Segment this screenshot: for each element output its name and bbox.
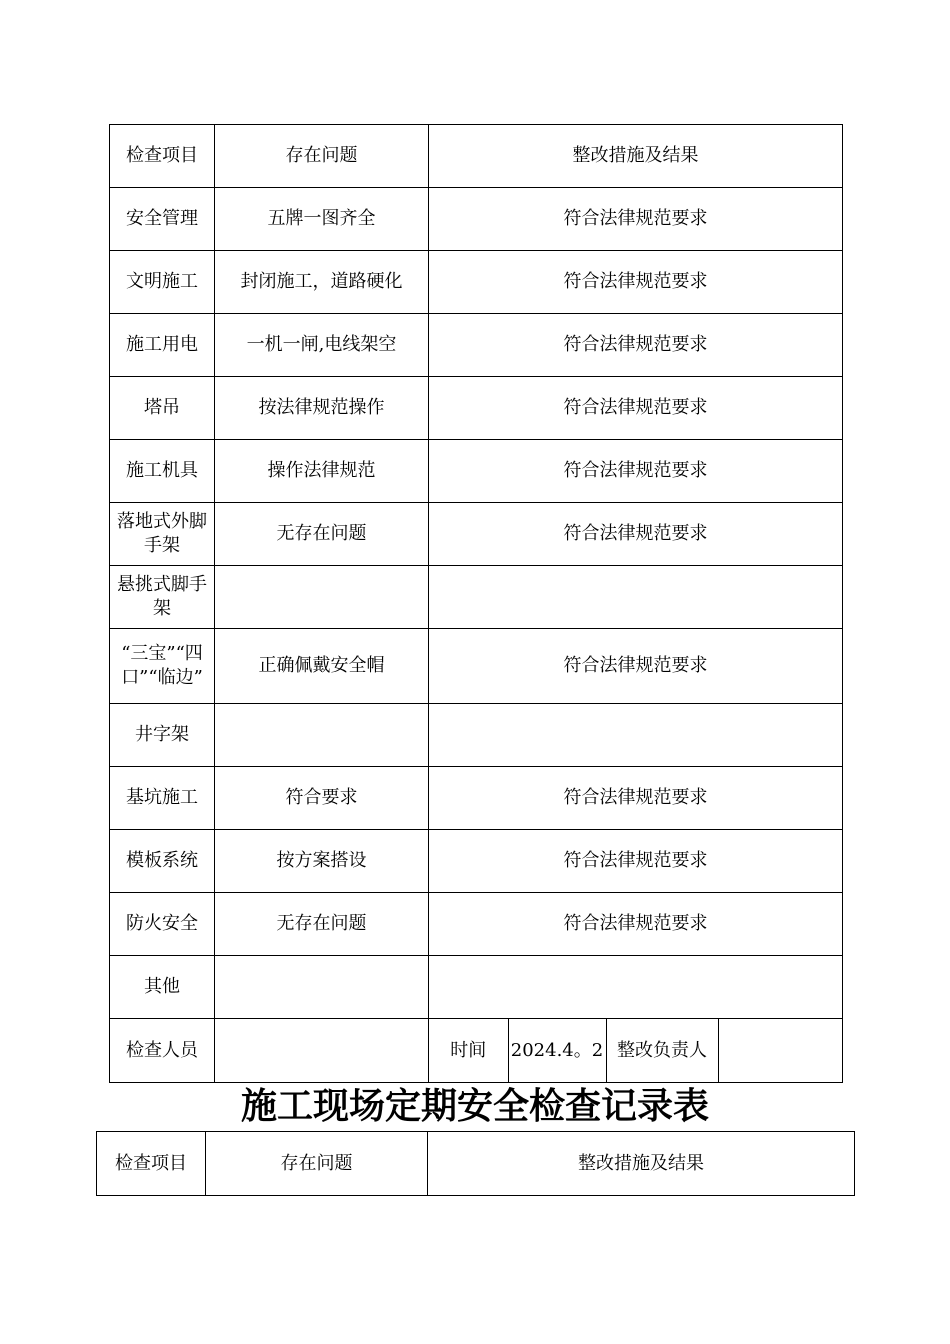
row-item: 施工用电 [110,314,215,377]
row-issue: 正确佩戴安全帽 [215,629,429,704]
row-result: 符合法律规范要求 [429,629,843,704]
table-row [110,440,843,503]
row-result: 符合法律规范要求 [429,251,843,314]
time-label: 时间 [429,1019,508,1082]
row-issue: 操作法律规范 [215,440,429,503]
row-item: 施工机具 [110,440,215,503]
row-result: 符合法律规范要求 [429,440,843,503]
header-issue: 存在问题 [215,125,429,188]
row-item: 落地式外脚手架 [110,503,215,566]
row-item: 悬挑式脚手架 [110,566,215,629]
footer-sub-cell [429,1019,843,1083]
table-row [110,314,843,377]
row-item: 塔吊 [110,377,215,440]
inspection-table [109,124,843,1083]
row-issue [215,956,429,1019]
row-item: 其他 [110,956,215,1019]
table-row [110,629,843,704]
responsible-value [718,1019,842,1082]
table-row [110,704,843,767]
header-result: 整改措施及结果 [429,125,843,188]
row-issue: 五牌一图齐全 [215,188,429,251]
table-row [110,893,843,956]
row-result: 符合法律规范要求 [429,377,843,440]
header-result: 整改措施及结果 [428,1132,855,1196]
row-item: 文明施工 [110,251,215,314]
row-item: 基坑施工 [110,767,215,830]
responsible-label: 整改负责人 [606,1019,718,1082]
table-row [110,188,843,251]
row-item: 防火安全 [110,893,215,956]
row-item: 安全管理 [110,188,215,251]
row-item: 井字架 [110,704,215,767]
table-header-row [110,125,843,188]
table-footer-row [110,1019,843,1083]
row-result [429,566,843,629]
row-result: 符合法律规范要求 [429,830,843,893]
inspection-table-page-2 [96,1131,855,1196]
row-result: 符合法律规范要求 [429,767,843,830]
time-value: 2024.4。2 [508,1019,606,1082]
row-issue: 封闭施工，道路硬化 [215,251,429,314]
table-row [110,377,843,440]
table-row [110,566,843,629]
row-issue: 一机一闸,电线架空 [215,314,429,377]
row-item: 模板系统 [110,830,215,893]
row-result: 符合法律规范要求 [429,314,843,377]
header-item: 检查项目 [110,125,215,188]
row-item: “三宝”“四口”“临边” [110,629,215,704]
row-result [429,704,843,767]
inspector-label: 检查人员 [110,1019,215,1083]
table-row [110,503,843,566]
table-header-row [97,1132,855,1196]
table-row [110,830,843,893]
row-result: 符合法律规范要求 [429,893,843,956]
table-row [110,251,843,314]
row-issue: 按法律规范操作 [215,377,429,440]
header-issue: 存在问题 [206,1132,428,1196]
page-title: 施工现场定期安全检查记录表 [240,1085,709,1127]
row-result [429,956,843,1019]
row-issue: 符合要求 [215,767,429,830]
row-issue [215,566,429,629]
inspector-value [215,1019,429,1083]
table-row [110,767,843,830]
table-row [110,956,843,1019]
header-item: 检查项目 [97,1132,206,1196]
row-issue: 无存在问题 [215,893,429,956]
row-result: 符合法律规范要求 [429,188,843,251]
row-issue [215,704,429,767]
row-issue: 无存在问题 [215,503,429,566]
row-result: 符合法律规范要求 [429,503,843,566]
row-issue: 按方案搭设 [215,830,429,893]
footer-subtable [429,1019,842,1082]
